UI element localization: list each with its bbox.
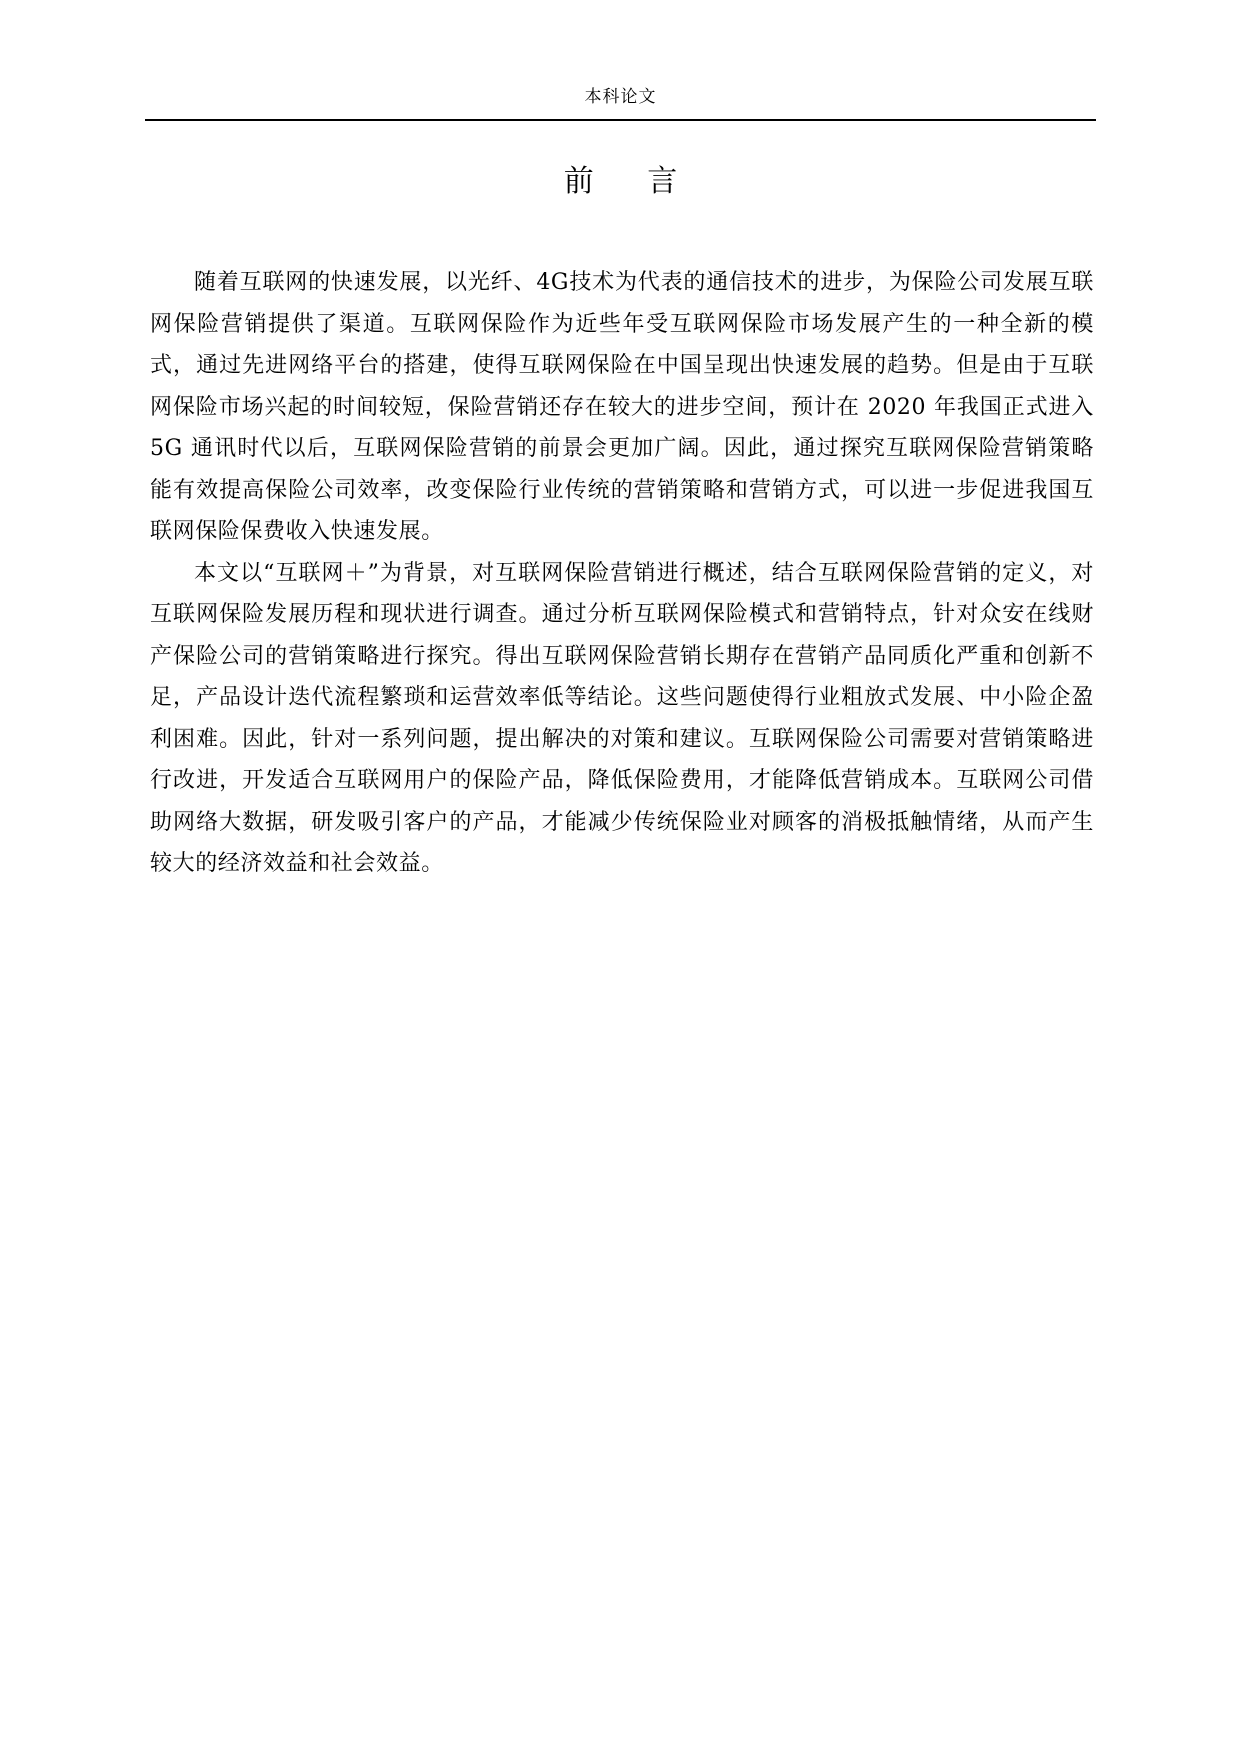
paragraph-2: 本文以“互联网＋”为背景，对互联网保险营销进行概述，结合互联网保险营销的定义，对互联网保险发展历程和现状进行调查。通过分析互联网保险模式和营销特点，针对众安在线财产保险公司的营销策略进行探究。得出互联网保险营销长期存在营销产品同质化严重和创新不足，产品设计迭代流程繁琐和运营效率低等结论。这些问题使得行业粗放式发展、中小险企盈利困难。因此，针对一系列问题，提出解决的对策和建议。互联网保险公司需要对营销策略进行改进，开发适合互联网用户的保险产品，降低保险费用，才能降低营销成本。互联网公司借助网络大数据，研发吸引客户的产品，才能减少传统保险业对顾客的消极抵触情绪，从而产生较大的经济效益和社会效益。 xyxy=(150,560,1094,876)
section-title: 前 言 xyxy=(563,164,700,199)
header-divider xyxy=(145,119,1096,121)
paragraph-1: 随着互联网的快速发展，以光纤、4G技术为代表的通信技术的进步，为保险公司发展互联网保险营销提供了渠道。互联网保险作为近些年受互联网保险市场发展产生的一种全新的模式，通过先进网络平台的搭建，使得互联网保险在中国呈现出快速发展的趋势。但是由于互联网保险市场兴起的时间较短，保险营销还存在较大的进步空间，预计在 2020 年我国正式进入 5G 通讯时代以后，互联网保险营销的前景会更加广阔。因此，通过探究互联网保险营销策略能有效提高保险公司效率，改变保险行业传统的营销策略和营销方式，可以进一步促进我国互联网保险保费收入快速发展。 xyxy=(150,270,1094,544)
body-text xyxy=(150,262,1094,885)
running-header: 本科论文 xyxy=(584,87,657,107)
